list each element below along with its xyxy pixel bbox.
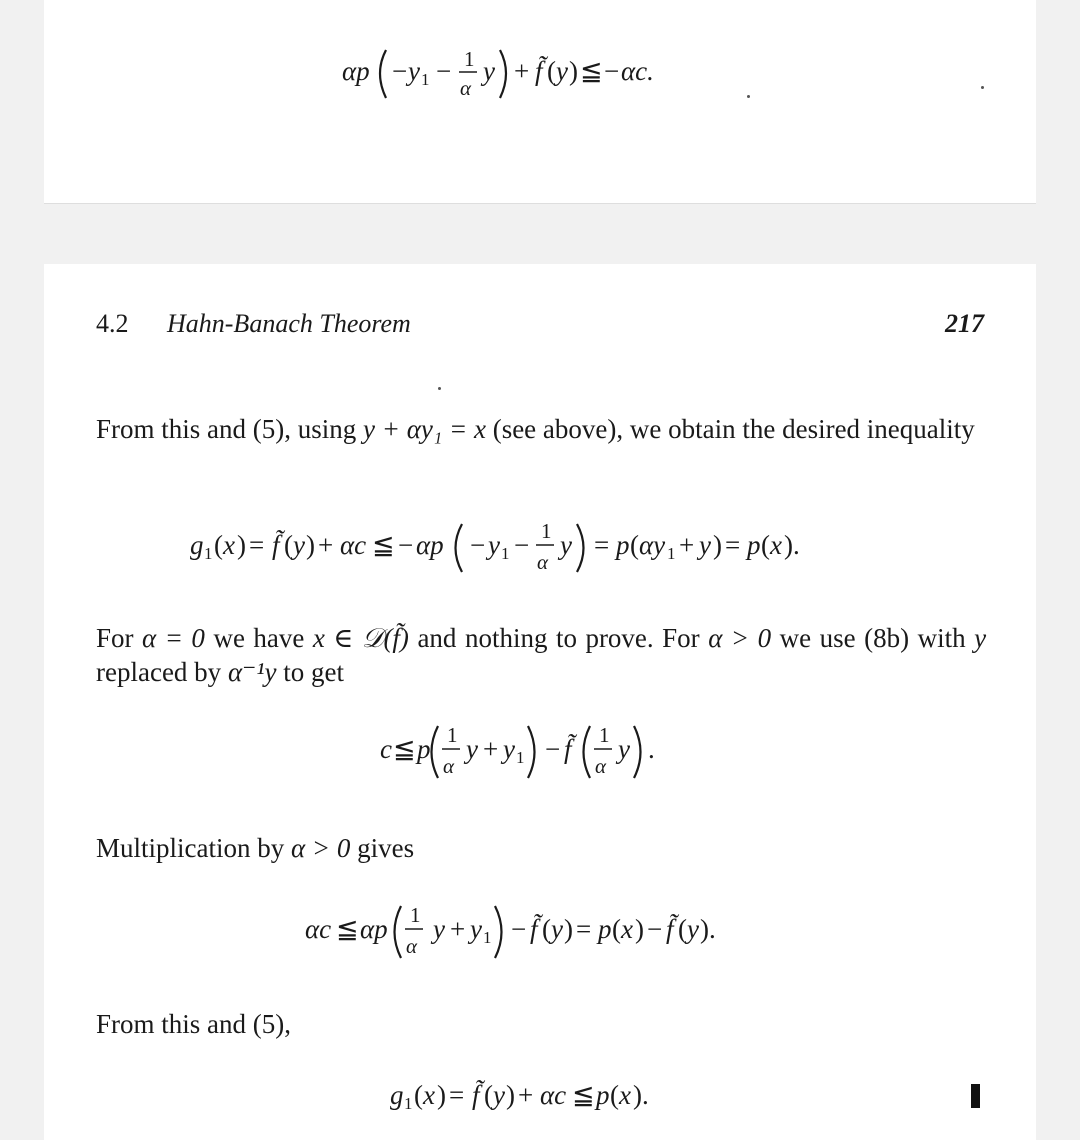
svg-text:≦: ≦	[372, 530, 395, 560]
svg-text:1: 1	[410, 903, 421, 927]
paragraph-4	[96, 1007, 986, 1041]
svg-text:): )	[635, 914, 644, 944]
svg-text:y: y	[551, 914, 563, 944]
svg-text:1: 1	[404, 1094, 413, 1113]
svg-text:y: y	[466, 734, 478, 764]
svg-text:): )	[564, 914, 573, 944]
paragraph-3-math: α > 0	[291, 833, 351, 863]
svg-text:p: p	[598, 914, 612, 944]
section-number: 4.2	[96, 309, 129, 338]
svg-text:(: (	[214, 530, 223, 560]
paragraph-2-text: we use (8b) with	[779, 623, 966, 653]
paragraph-2-text: we have	[213, 623, 305, 653]
paragraph-2-text: to get	[283, 657, 344, 687]
svg-text:−: −	[511, 914, 527, 944]
svg-text:.: .	[648, 734, 655, 764]
svg-text:+: +	[450, 914, 466, 944]
svg-text:=: =	[249, 530, 265, 560]
formula-2	[44, 714, 1036, 791]
svg-text:αp: αp	[342, 56, 370, 86]
top-formula-svg	[340, 38, 740, 108]
paragraph-2-math: α > 0	[708, 623, 772, 653]
svg-text:y: y	[470, 914, 482, 944]
svg-text:x: x	[423, 1080, 435, 1110]
section-title: Hahn-Banach Theorem	[167, 309, 411, 338]
svg-text:αp: αp	[360, 914, 388, 944]
formula-2-svg	[380, 714, 700, 786]
svg-text:).: ).	[633, 1080, 649, 1110]
svg-text:1: 1	[421, 70, 430, 89]
svg-text:(: (	[542, 914, 551, 944]
formula-1-svg	[190, 510, 890, 580]
svg-text:αp: αp	[416, 530, 444, 560]
formula-3-svg	[305, 894, 775, 966]
specks	[747, 95, 750, 98]
svg-text:1: 1	[501, 544, 510, 563]
svg-text:): )	[569, 56, 578, 86]
svg-text:1: 1	[599, 723, 610, 747]
svg-text:y: y	[556, 56, 568, 86]
svg-text:+: +	[679, 530, 695, 560]
svg-text:1: 1	[667, 544, 676, 563]
svg-text:f̃: f̃	[472, 1080, 480, 1110]
svg-text:1: 1	[516, 748, 525, 767]
page-217	[44, 264, 1036, 1140]
svg-text:+: +	[514, 56, 530, 86]
svg-text:α: α	[595, 754, 607, 778]
svg-text:x: x	[621, 914, 633, 944]
svg-text:): )	[237, 530, 246, 560]
svg-text:x: x	[770, 530, 782, 560]
svg-text:y: y	[503, 734, 515, 764]
svg-text:x: x	[223, 530, 235, 560]
svg-text:): )	[506, 1080, 515, 1110]
paragraph-1	[96, 412, 986, 446]
svg-text:f̃: f̃	[666, 914, 674, 944]
svg-text:+: +	[318, 530, 334, 560]
svg-text:+: +	[518, 1080, 534, 1110]
paragraph-2-math: y	[974, 623, 987, 653]
specks	[981, 86, 984, 89]
svg-text:−: −	[604, 56, 620, 86]
paragraph-2-text: For	[96, 623, 134, 653]
paragraph-1-lead: From this and (5), using	[96, 414, 357, 444]
svg-text:+: +	[483, 734, 499, 764]
svg-text:(: (	[414, 1080, 423, 1110]
svg-text:(: (	[612, 914, 621, 944]
paragraph-2-math: α = 0	[142, 623, 205, 653]
paragraph-3-text: gives	[357, 833, 415, 863]
svg-text:(: (	[547, 56, 556, 86]
svg-text:(: (	[630, 530, 639, 560]
svg-text:(: (	[484, 1080, 493, 1110]
svg-text:≦: ≦	[336, 914, 359, 944]
svg-text:): )	[713, 530, 722, 560]
svg-text:1: 1	[447, 723, 458, 747]
svg-text:y: y	[560, 530, 572, 560]
svg-text:y: y	[483, 56, 495, 86]
formula-3	[44, 894, 1036, 971]
svg-text:1: 1	[483, 928, 492, 947]
svg-text:y: y	[493, 1080, 505, 1110]
paragraph-3-text: Multiplication by	[96, 833, 285, 863]
paragraph-2-text: replaced by	[96, 657, 222, 687]
svg-text:1: 1	[464, 47, 475, 71]
previous-page-fragment	[44, 0, 1036, 204]
svg-text:1: 1	[204, 544, 213, 563]
svg-text:(: (	[678, 914, 687, 944]
svg-text:f̃: f̃	[535, 56, 543, 86]
svg-text:−: −	[514, 530, 530, 560]
end-of-proof-mark	[971, 1084, 980, 1108]
svg-text:αy: αy	[639, 530, 666, 560]
svg-text:x: x	[619, 1080, 631, 1110]
svg-text:α: α	[460, 76, 472, 100]
svg-text:p: p	[417, 734, 431, 764]
paragraph-4-text: From this and (5),	[96, 1009, 291, 1039]
svg-text:1: 1	[541, 519, 552, 543]
svg-text:αc: αc	[540, 1080, 567, 1110]
svg-text:αc.: αc.	[621, 56, 654, 86]
svg-text:y: y	[293, 530, 305, 560]
svg-text:≦: ≦	[572, 1080, 595, 1110]
svg-text:p: p	[747, 530, 761, 560]
svg-text:y: y	[408, 56, 420, 86]
svg-text:−: −	[545, 734, 561, 764]
top-formula	[44, 38, 1036, 113]
svg-text:α: α	[406, 934, 418, 958]
paragraph-1-math: y + αy₁ = x	[363, 414, 486, 444]
svg-text:≦: ≦	[580, 56, 603, 86]
svg-text:): )	[437, 1080, 446, 1110]
specks	[438, 387, 441, 390]
svg-text:y: y	[618, 734, 630, 764]
formula-4	[44, 1068, 1036, 1133]
svg-text:y: y	[687, 914, 699, 944]
svg-text:−: −	[392, 56, 408, 86]
svg-text:).: ).	[784, 530, 800, 560]
svg-text:y: y	[699, 530, 711, 560]
formula-4-svg	[390, 1068, 690, 1128]
svg-text:y: y	[433, 914, 445, 944]
svg-text:−: −	[470, 530, 486, 560]
svg-text:=: =	[449, 1080, 465, 1110]
svg-text:).: ).	[700, 914, 716, 944]
svg-text:f̃: f̃	[272, 530, 280, 560]
svg-text:p: p	[596, 1080, 610, 1110]
svg-text:=: =	[594, 530, 610, 560]
svg-text:αc: αc	[305, 914, 332, 944]
svg-text:(: (	[761, 530, 770, 560]
paragraph-1-tail: (see above), we obtain the desired inequality	[492, 414, 975, 444]
svg-text:αc: αc	[340, 530, 367, 560]
paragraph-2-text: and nothing to prove. For	[417, 623, 700, 653]
svg-text:g: g	[390, 1080, 404, 1110]
svg-text:=: =	[576, 914, 592, 944]
paragraph-3	[96, 831, 986, 865]
svg-text:−: −	[647, 914, 663, 944]
svg-text:(: (	[284, 530, 293, 560]
svg-text:(: (	[610, 1080, 619, 1110]
svg-text:f̃: f̃	[530, 914, 538, 944]
svg-text:=: =	[725, 530, 741, 560]
svg-text:g: g	[190, 530, 204, 560]
svg-text:): )	[306, 530, 315, 560]
svg-text:−: −	[398, 530, 414, 560]
svg-text:α: α	[443, 754, 455, 778]
svg-text:−: −	[436, 56, 452, 86]
formula-1	[44, 510, 1036, 585]
page-number: 217	[945, 309, 984, 338]
svg-text:p: p	[616, 530, 630, 560]
paragraph-2	[96, 621, 986, 689]
svg-text:≦: ≦	[393, 734, 416, 764]
paragraph-2-math: α⁻¹y	[227, 657, 277, 687]
svg-text:α: α	[537, 550, 549, 574]
svg-text:y: y	[488, 530, 500, 560]
svg-text:c: c	[380, 734, 392, 764]
svg-text:f̃: f̃	[564, 734, 572, 764]
paragraph-2-math: x ∈ 𝒟(f̃)	[312, 623, 409, 653]
